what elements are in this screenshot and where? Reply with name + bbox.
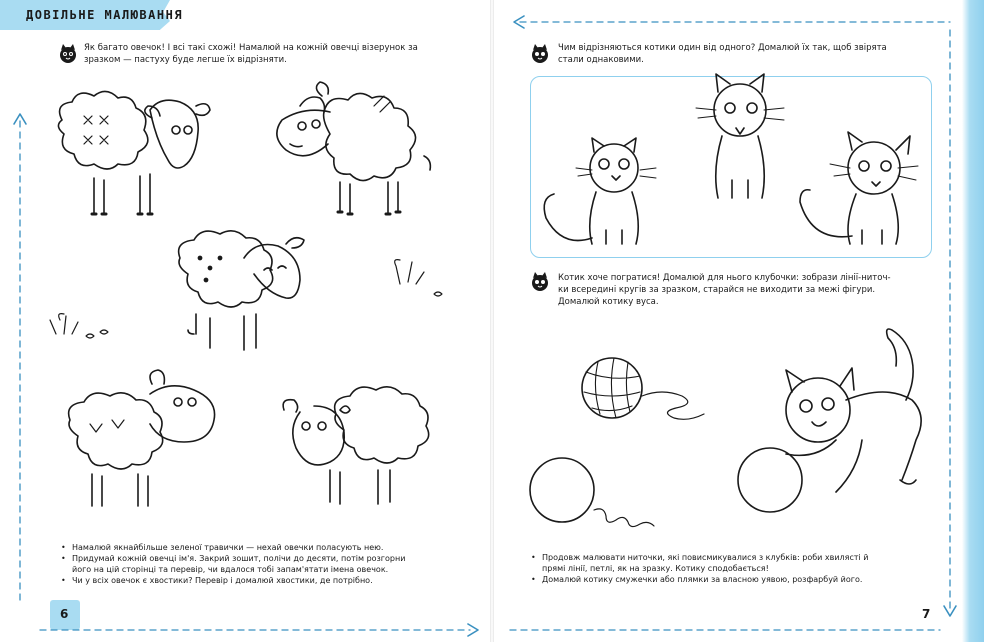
page-number-left: 6	[60, 607, 69, 621]
yarn-ball-empty-1	[530, 458, 654, 527]
grass-doodle-1	[50, 314, 108, 338]
bullet-names: • Придумай кожній овечці ім'я. Закрий зошит, полічи до десяти, потім розгорни його на цій сторінці та перевір, чи вдалося тобі запам'ятати імена овечок.	[58, 553, 478, 575]
grass-doodle-2	[395, 260, 442, 296]
page-number-right: 7	[922, 607, 931, 621]
bullet-stripes: • Домалюй котику смужечки або плямки за власною уявою, розфарбуй його.	[528, 574, 938, 585]
header-title: ДОВІЛЬНЕ МАЛЮВАННЯ	[26, 8, 184, 22]
yarn-task-line: Котик хоче погратися! Домалюй для нього клубочки: зобрази лінії-ниточ-	[558, 273, 891, 283]
sheep-1	[58, 91, 210, 214]
cat-3	[800, 132, 918, 244]
cats-task-line: Чим відрізняються котики один від одного? Домалюй їх так, щоб звірята	[558, 43, 887, 53]
yarn-task-line: ки всередині кругів за зразком, старайся не виходити за межі фігури.	[558, 285, 876, 295]
cats-task-line: стали однаковими.	[558, 55, 644, 65]
sheep-4	[69, 370, 215, 506]
cat-2	[696, 74, 784, 198]
sheep-task-line: зразком — пастуху буде легше їх відрізняти.	[84, 55, 287, 65]
sheep-2	[277, 82, 431, 214]
bullet-grass: • Намалюй якнайбільше зеленої травички — нехай овечки поласують нею.	[58, 542, 478, 553]
bullet-threads: • Продовж малювати ниточки, які повисмикувалися з клубків: роби хвилясті й прямі лінії, петлі, як на зразку. Котику сподобається!	[528, 552, 938, 574]
playing-cat	[786, 329, 921, 492]
sheep-task-line: Як багато овечок! І всі такі схожі! Намалюй на кожній овечці візерунок за	[84, 43, 418, 53]
bullet-tails: • Чи у всіх овечок є хвостики? Перевір і домалюй хвостики, де потрібно.	[58, 575, 478, 586]
sheep-5	[283, 387, 429, 504]
yarn-ball-sample	[582, 358, 704, 419]
cat-1	[544, 138, 656, 244]
yarn-task-line: Домалюй котику вуса.	[558, 297, 659, 307]
sheep-3	[179, 231, 304, 350]
yarn-ball-empty-2	[738, 448, 802, 512]
